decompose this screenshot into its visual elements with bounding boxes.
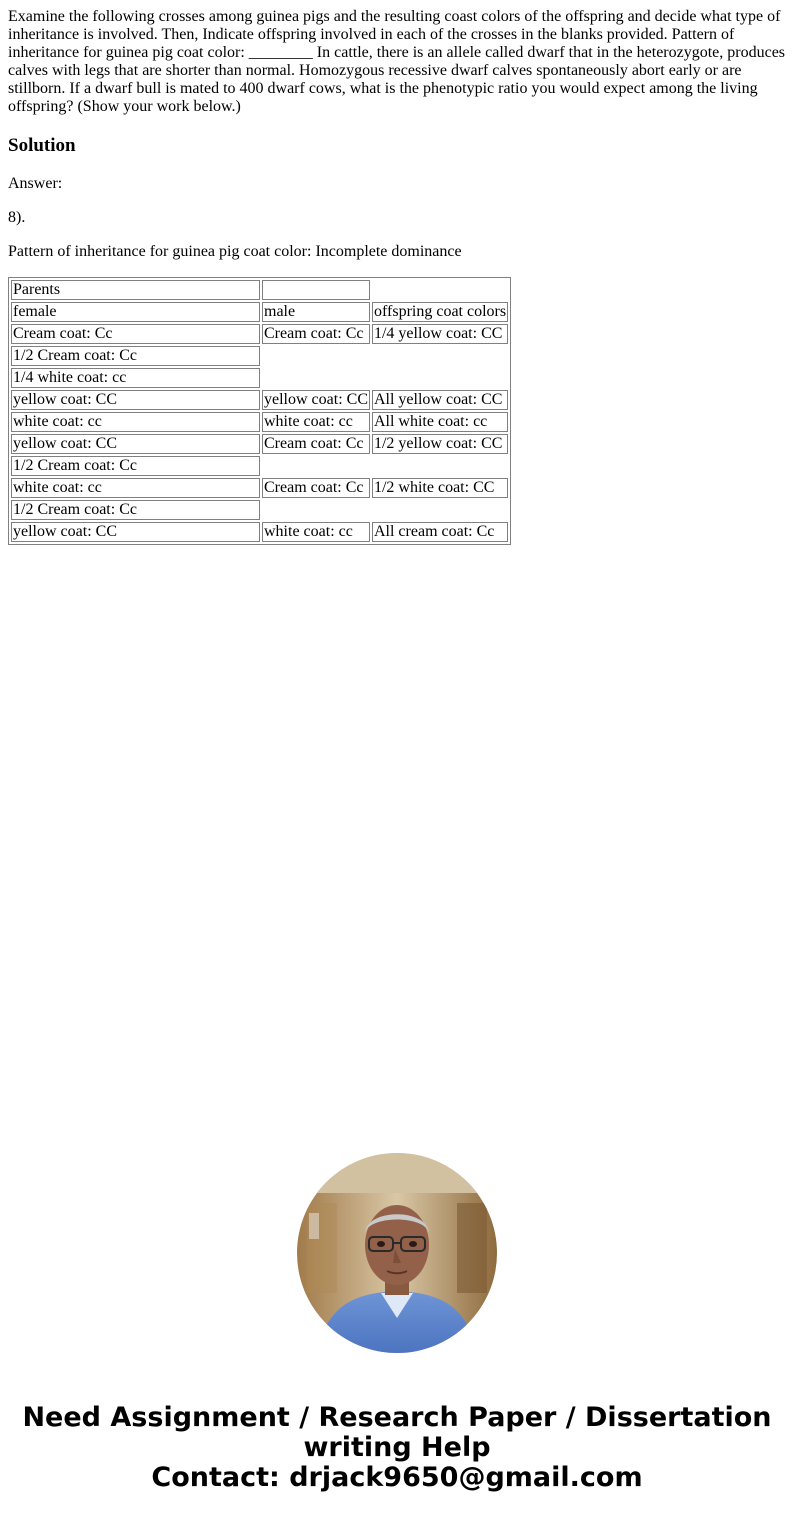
offspring-cell: All yellow coat: CC — [372, 390, 508, 410]
blank-cell — [262, 346, 370, 366]
table-row — [11, 346, 508, 366]
table-row — [11, 522, 508, 542]
table-row — [11, 280, 508, 300]
table-row — [11, 434, 508, 454]
question-text: Examine the following crosses among guinea pigs and the resulting coast colors of the offspring and decide what type of inheritance is involved. Then, Indicate offspring involved in each of the crosses in the blanks provided. Pattern of inheritance for guinea pig coat color: ________ In cattle, there is an allele called dwarf that in the heterozygote, produces calves with legs that are shorter than normal. Homozygous recessive dwarf calves spontaneously abort early or are stillborn. If a dwarf bull is mated to 400 dwarf cows, what is the phenotypic ratio you would expect among the living offspring? (Show your work below.) — [8, 8, 786, 115]
male-cell: Cream coat: Cc — [262, 478, 370, 498]
blank-cell — [372, 456, 508, 476]
table-row — [11, 368, 508, 388]
blank-cell — [262, 500, 370, 520]
table-row — [11, 302, 508, 322]
female-cell: yellow coat: CC — [11, 434, 260, 454]
footer-contact: Contact: drjack9650@gmail.com — [151, 1462, 643, 1493]
blank-cell — [372, 346, 508, 366]
offspring-cell: 1/2 yellow coat: CC — [372, 434, 508, 454]
female-cell: white coat: cc — [11, 412, 260, 432]
table-row — [11, 478, 508, 498]
parents-header: Parents — [11, 280, 260, 300]
blank-cell — [372, 500, 508, 520]
empty-header-cell — [262, 280, 370, 300]
female-cell: Cream coat: Cc — [11, 324, 260, 344]
female-cell: 1/2 Cream coat: Cc — [11, 500, 260, 520]
blank-cell — [372, 280, 508, 300]
female-header: female — [11, 302, 260, 322]
male-cell: Cream coat: Cc — [262, 434, 370, 454]
female-cell: yellow coat: CC — [11, 390, 260, 410]
female-cell: yellow coat: CC — [11, 522, 260, 542]
table-row — [11, 412, 508, 432]
offspring-cell: 1/4 yellow coat: CC — [372, 324, 508, 344]
footer-banner — [0, 1403, 794, 1493]
answer-number: 8). — [8, 209, 26, 226]
male-cell: Cream coat: Cc — [262, 324, 370, 344]
offspring-cell: 1/2 white coat: CC — [372, 478, 508, 498]
table-row — [11, 456, 508, 476]
offspring-cell: All white coat: cc — [372, 412, 508, 432]
table-row — [11, 390, 508, 410]
table-row — [11, 324, 508, 344]
blank-cell — [372, 368, 508, 388]
blank-cell — [262, 368, 370, 388]
footer-line-2: writing Help — [303, 1432, 491, 1463]
solution-heading: Solution — [8, 135, 76, 156]
table-row — [11, 500, 508, 520]
answer-label: Answer: — [8, 175, 63, 192]
female-cell: white coat: cc — [11, 478, 260, 498]
male-cell: white coat: cc — [262, 412, 370, 432]
blank-cell — [262, 456, 370, 476]
male-cell: yellow coat: CC — [264, 391, 368, 408]
pattern-of-inheritance: Pattern of inheritance for guinea pig coat color: Incomplete dominance — [8, 243, 462, 260]
tutor-portrait-image — [297, 1153, 497, 1353]
female-cell: 1/2 Cream coat: Cc — [11, 346, 260, 366]
footer-line-1: Need Assignment / Research Paper / Dissertation — [22, 1402, 772, 1433]
male-header: male — [262, 302, 370, 322]
crosses-table — [8, 277, 511, 545]
tutor-photo — [297, 1153, 497, 1353]
offspring-cell: All cream coat: Cc — [372, 522, 508, 542]
male-cell: white coat: cc — [262, 522, 370, 542]
offspring-header: offspring coat colors — [373, 303, 507, 320]
female-cell: 1/2 Cream coat: Cc — [11, 456, 260, 476]
female-cell: 1/4 white coat: cc — [11, 368, 260, 388]
